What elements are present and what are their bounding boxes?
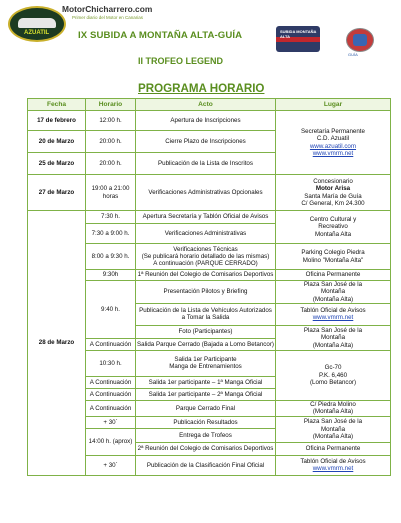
lugar-parking	[276, 244, 391, 270]
lugar-text: Montaña	[320, 288, 346, 296]
acto-cell: Publicación Resultados	[136, 416, 276, 428]
rally-car-icon	[18, 18, 56, 28]
horario-cell: 20:00 h.	[86, 153, 136, 175]
acto-cell: Entrega de Trofeos	[136, 428, 276, 442]
lugar-text: Tablón Oficial de Avisos	[300, 307, 366, 315]
lugar-text: (Montaña Alta)	[312, 433, 354, 441]
lugar-plaza	[276, 416, 391, 442]
acto-cell: Salida 1er participante – 2ª Manga Oficial	[136, 388, 276, 400]
horario-cell: + 30´	[86, 416, 136, 428]
fecha-cell: 25 de Marzo	[28, 153, 86, 175]
acto-cell	[136, 350, 276, 376]
col-lugar: Lugar	[276, 99, 391, 111]
lugar-text: Santa María de Guía	[304, 192, 362, 200]
page-header	[0, 0, 401, 96]
lugar-text: Plaza San José de la	[303, 326, 363, 334]
lugar-gc70	[276, 350, 391, 400]
lugar-text: (Montaña Alta)	[312, 295, 354, 303]
horario-cell: 7:30 a 9:00 h.	[86, 224, 136, 244]
lugar-text: Molino "Montaña Alta"	[302, 256, 364, 264]
section-title: PROGRAMA HORARIO	[138, 82, 265, 95]
brand-subtitle: Primer diario del Motor en Canarias	[72, 15, 144, 20]
table-row	[28, 175, 391, 211]
lugar-text: C/ General, Km 24.300	[301, 199, 365, 207]
acto-cell: Foto (Participantes)	[136, 325, 276, 338]
lugar-piedra-molino	[276, 400, 391, 416]
lugar-text: Parking Colegio Piedra	[301, 249, 365, 257]
acto-text: Verificaciones Técnicas	[173, 245, 238, 253]
event-title: IX SUBIDA A MONTAÑA ALTA-GUÍA	[78, 30, 243, 41]
acto-cell: Salida Parque Cerrado (Bajada a Lomo Betancor)	[136, 338, 276, 350]
horario-cell: 12:00 h.	[86, 111, 136, 131]
vmrm-link[interactable]: www.vmrm.net	[312, 149, 354, 157]
crest-shield	[353, 34, 367, 46]
lugar-text: Concesionario	[313, 177, 353, 185]
vmrm-link[interactable]: www.vmrm.net	[312, 465, 354, 473]
horario-cell: A Continuación	[86, 338, 136, 350]
lugar-text: Montaña	[320, 334, 346, 342]
vmrm-link[interactable]: www.vmrm.net	[312, 314, 354, 322]
lugar-text: Centro Cultural y	[309, 216, 357, 224]
lugar-text: C.D. Azuatil	[316, 135, 350, 143]
acto-cell	[136, 244, 276, 270]
horario-cell: 10:30 h.	[86, 350, 136, 376]
acto-cell: Verificaciones Administrativas Opcionales	[136, 175, 276, 211]
acto-cell: Cierre Plazo de Inscripciones	[136, 131, 276, 153]
crest-text: GUÍA	[348, 52, 358, 57]
brand-name: MotorChicharrero.com	[62, 4, 153, 14]
lugar-plaza	[276, 325, 391, 350]
acto-cell: 1ª Reunión del Colegio de Comisarios Deportivos	[136, 270, 276, 281]
horario-cell: 20:00 h.	[86, 131, 136, 153]
club-logo-text: AZUATIL	[24, 30, 50, 36]
lugar-plaza	[276, 281, 391, 304]
col-horario: Horario	[86, 99, 136, 111]
table-header-row	[28, 99, 391, 111]
lugar-text: (Montaña Alta)	[312, 341, 354, 349]
acto-cell: Publicación de la Lista de Inscritos	[136, 153, 276, 175]
horario-cell: 9:30h	[86, 270, 136, 281]
badge-text: SUBIDA MONTAÑA ALTA	[280, 29, 317, 39]
horario-cell: + 30´	[86, 455, 136, 475]
lugar-text: Gc-70	[324, 364, 342, 372]
acto-cell: Publicación de la Lista de Vehículos Autorizados a Tomar la Salida	[136, 303, 276, 325]
schedule-table	[27, 98, 391, 476]
lugar-text: (Lomo Betancor)	[309, 379, 357, 387]
town-crest-icon	[346, 28, 374, 52]
club-logo	[8, 6, 66, 42]
horario-cell: 9:40 h.	[86, 281, 136, 339]
fecha-cell: 28 de Marzo	[28, 211, 86, 476]
acto-text: Manga de Entrenamientos	[169, 363, 242, 371]
lugar-text: C/ Piedra Molino	[310, 401, 356, 409]
horario-cell: A Continuación	[86, 376, 136, 388]
horario-cell: 7:30 h.	[86, 211, 136, 224]
fecha-cell: 17 de febrero	[28, 111, 86, 131]
lugar-text: Tablón Oficial de Avisos	[300, 458, 366, 466]
acto-text: A continuación (PARQUE CERRADO)	[153, 260, 258, 268]
lugar-tablon	[276, 303, 391, 325]
azuatil-link[interactable]: www.azuatil.com	[309, 142, 357, 150]
acto-text: (Se publicará horario detallado de las mismas)	[141, 252, 270, 260]
horario-cell: 14:00 h. (aprox)	[86, 428, 136, 455]
acto-text: Salida 1er Participante	[174, 356, 237, 364]
fecha-cell: 20 de Marzo	[28, 131, 86, 153]
horario-cell: 8:00 a 9:30 h.	[86, 244, 136, 270]
lugar-oficina: Oficina Permanente	[276, 270, 391, 281]
col-fecha: Fecha	[28, 99, 86, 111]
acto-cell: Apertura Secretaría y Tablón Oficial de Avisos	[136, 211, 276, 224]
acto-cell: Apertura de Inscripciones	[136, 111, 276, 131]
lugar-text: Motor Arisa	[315, 185, 351, 193]
lugar-text: Secretaría Permanente	[301, 127, 365, 135]
lugar-centro-cultural	[276, 211, 391, 244]
event-badge-logo	[276, 26, 320, 52]
col-acto: Acto	[136, 99, 276, 111]
lugar-text: Montaña Alta	[314, 230, 352, 238]
table-row	[28, 211, 391, 224]
acto-cell: Salida 1er participante – 1ª Manga Oficial	[136, 376, 276, 388]
lugar-text: Plaza San José de la	[303, 281, 363, 288]
acto-cell: Publicación de la Clasificación Final Oficial	[136, 455, 276, 475]
event-subtitle: II TROFEO LEGEND	[138, 56, 224, 66]
lugar-text: (Montaña Alta)	[312, 408, 354, 416]
acto-cell: Parque Cerrado Final	[136, 400, 276, 416]
fecha-cell: 27 de Marzo	[28, 175, 86, 211]
acto-cell: Verificaciones Administrativas	[136, 224, 276, 244]
table-row	[28, 111, 391, 131]
horario-cell: A Continuación	[86, 388, 136, 400]
lugar-text: Plaza San José de la	[303, 418, 363, 426]
lugar-tablon	[276, 455, 391, 475]
lugar-secretaria	[276, 111, 391, 175]
lugar-concesionario	[276, 175, 391, 211]
lugar-oficina: Oficina Permanente	[276, 442, 391, 455]
lugar-text: Recreativo	[318, 223, 348, 231]
acto-cell: 2ª Reunión del Colegio de Comisarios Deportivos	[136, 442, 276, 455]
horario-cell: A Continuación	[86, 400, 136, 416]
lugar-text: Montaña	[320, 425, 346, 433]
horario-cell: 19:00 a 21:00 horas	[86, 175, 136, 211]
lugar-text: P.K. 6,460	[318, 371, 348, 379]
acto-cell: Presentación Pilotos y Briefing	[136, 281, 276, 304]
